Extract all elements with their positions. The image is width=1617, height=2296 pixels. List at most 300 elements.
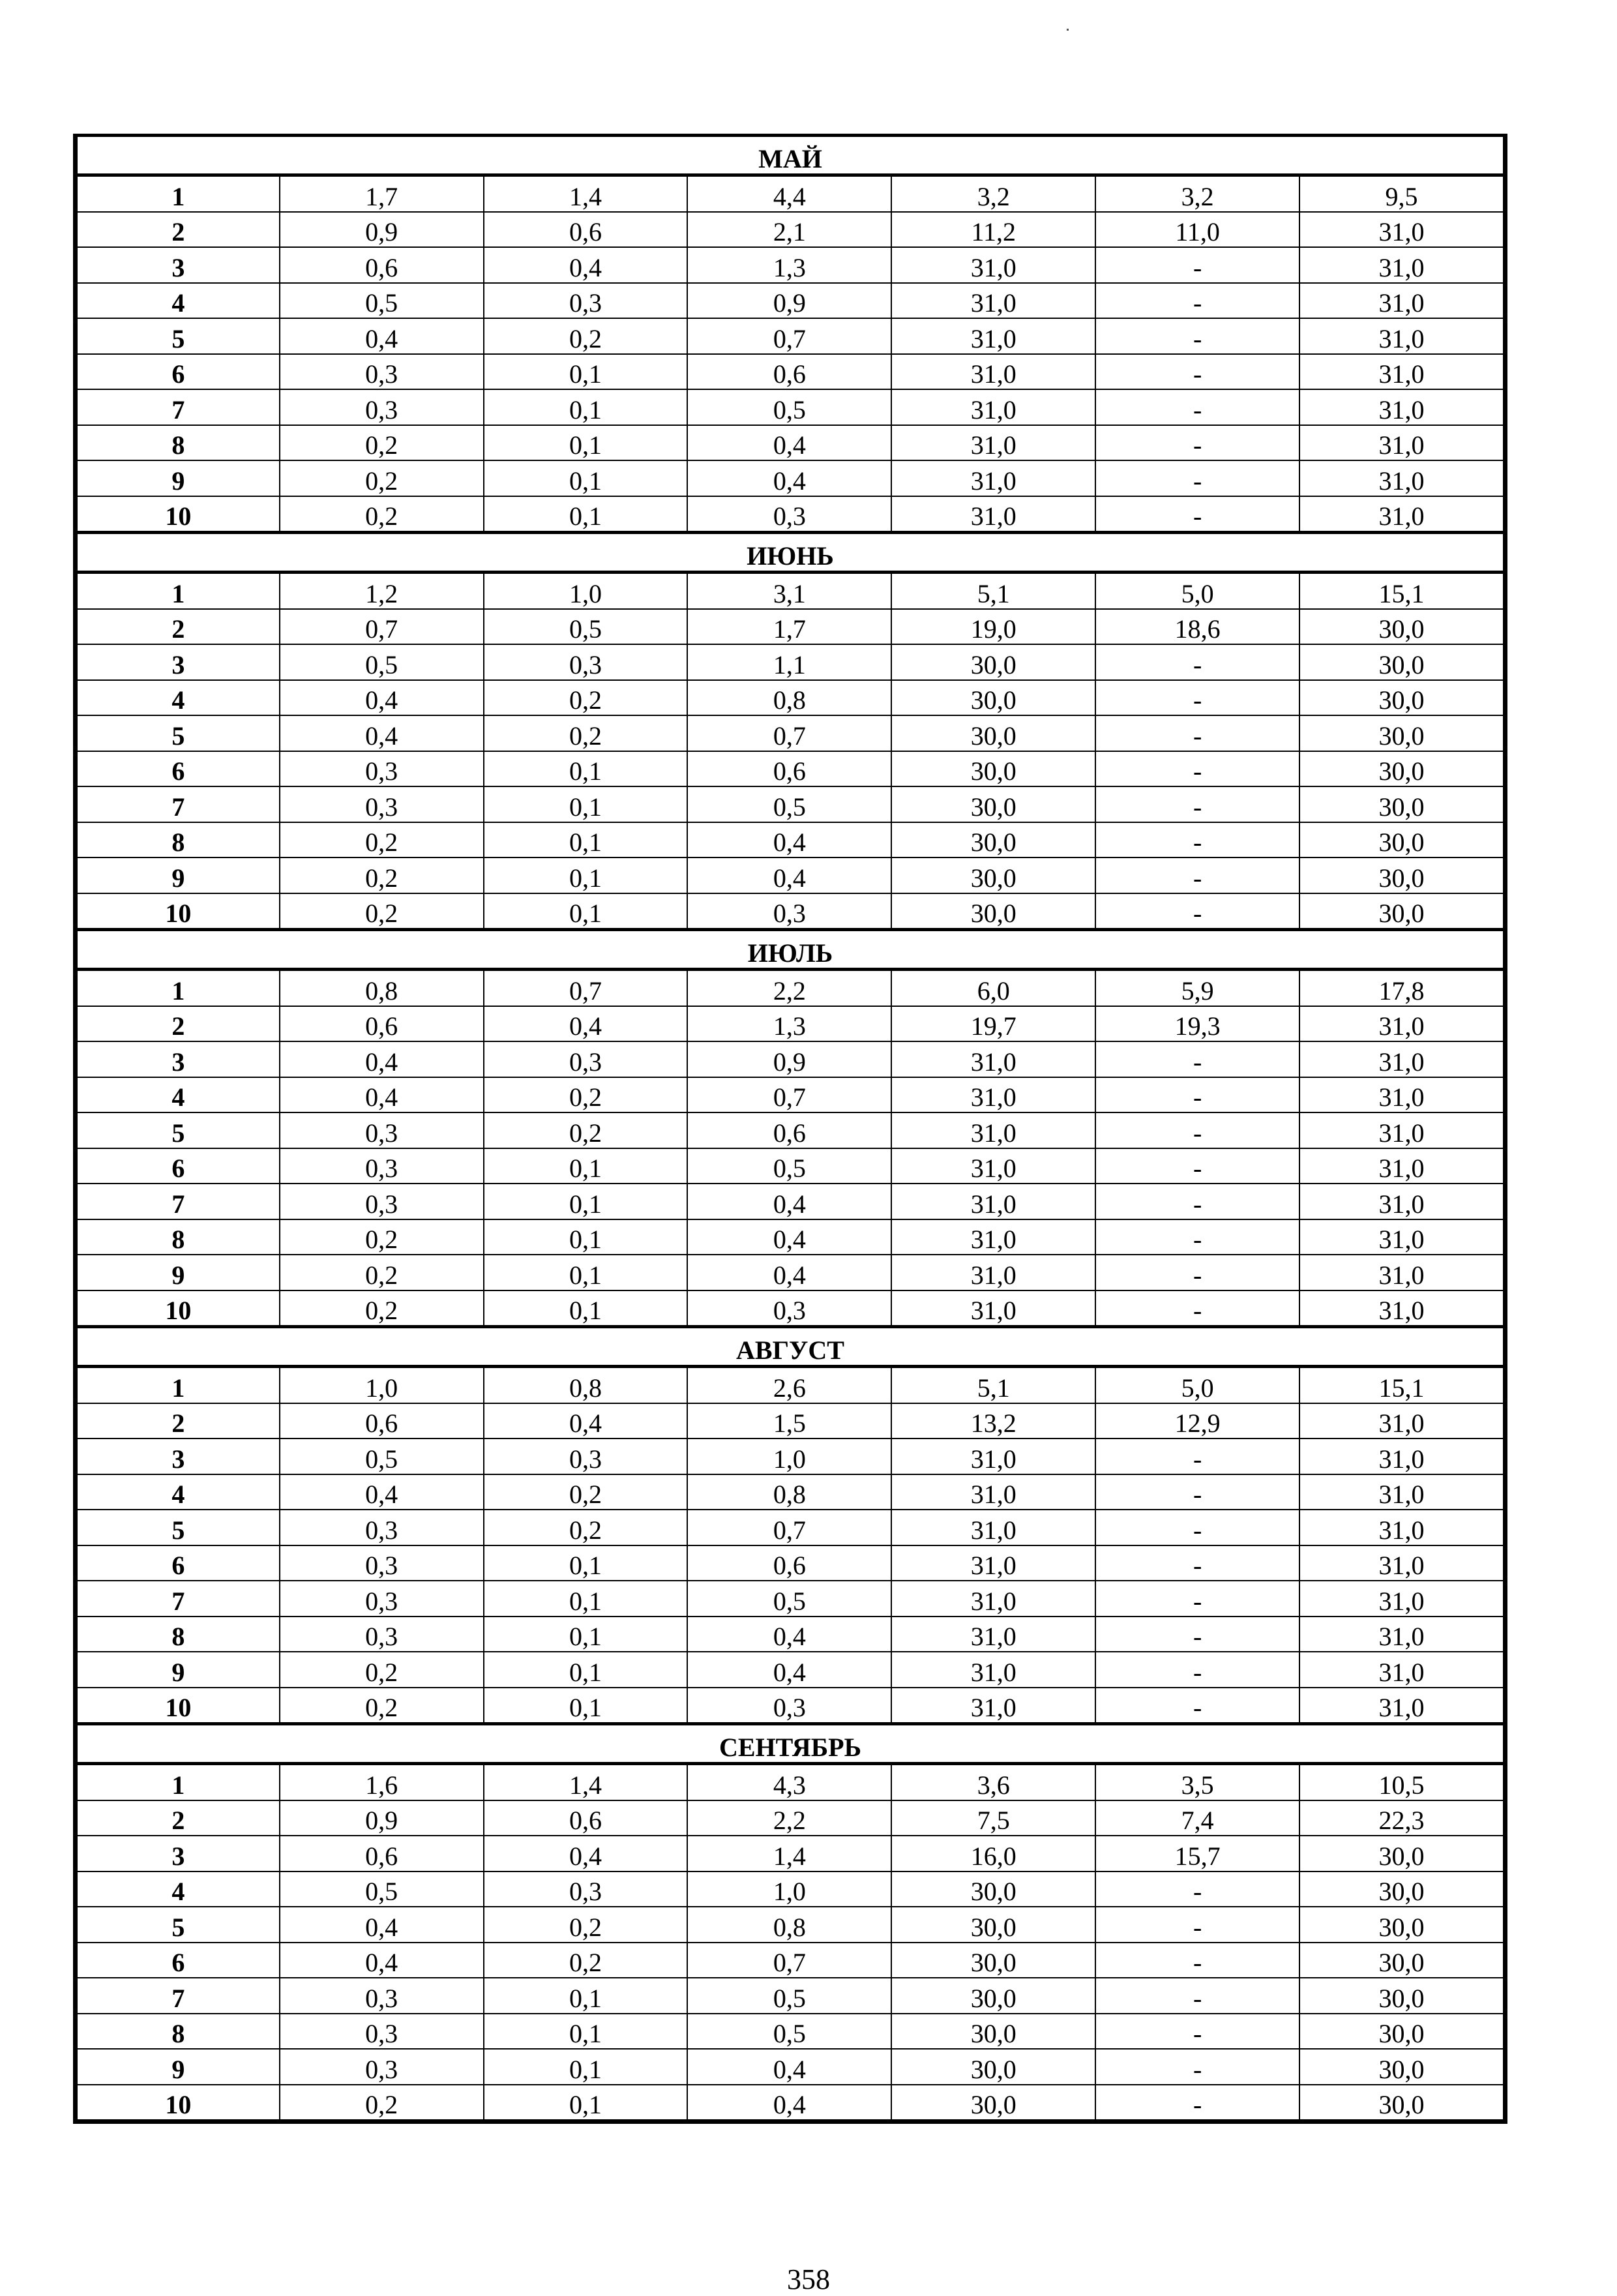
value-cell: 0,1 bbox=[484, 893, 688, 930]
value-cell: 0,4 bbox=[280, 1077, 484, 1113]
row-index-cell: 3 bbox=[77, 1439, 280, 1474]
value-cell: 0,2 bbox=[280, 1290, 484, 1327]
value-cell: 0,2 bbox=[280, 857, 484, 893]
row-index-cell: 6 bbox=[77, 751, 280, 787]
value-cell: 31,0 bbox=[891, 283, 1095, 319]
row-index-cell: 8 bbox=[77, 2014, 280, 2050]
value-cell: 31,0 bbox=[1299, 460, 1504, 496]
value-cell: 30,0 bbox=[1299, 1943, 1504, 1978]
value-cell: 10,5 bbox=[1299, 1764, 1504, 1800]
value-cell: 4,3 bbox=[687, 1764, 891, 1800]
value-cell: 0,2 bbox=[280, 893, 484, 930]
value-cell: 31,0 bbox=[1299, 1652, 1504, 1688]
value-cell: 30,0 bbox=[1299, 786, 1504, 822]
value-cell: 0,8 bbox=[484, 1367, 688, 1403]
value-cell: 0,1 bbox=[484, 354, 688, 390]
value-cell: - bbox=[1095, 1255, 1299, 1290]
value-cell: 0,4 bbox=[687, 1255, 891, 1290]
table-row bbox=[77, 1006, 1504, 1042]
value-cell: 30,0 bbox=[891, 2049, 1095, 2085]
value-cell: 31,0 bbox=[1299, 1474, 1504, 1510]
value-cell: - bbox=[1095, 715, 1299, 751]
value-cell: 0,8 bbox=[687, 1907, 891, 1943]
value-cell: 0,7 bbox=[687, 318, 891, 354]
value-cell: 0,4 bbox=[280, 318, 484, 354]
value-cell: 30,0 bbox=[891, 2085, 1095, 2121]
value-cell: 0,2 bbox=[484, 1510, 688, 1545]
row-index-cell: 2 bbox=[77, 1800, 280, 1836]
value-cell: 1,0 bbox=[484, 573, 688, 609]
row-index-cell: 8 bbox=[77, 1617, 280, 1652]
value-cell: 0,2 bbox=[484, 1907, 688, 1943]
value-cell: 31,0 bbox=[891, 1255, 1095, 1290]
month-title: ИЮЛЬ bbox=[77, 930, 1504, 970]
value-cell: 0,4 bbox=[687, 425, 891, 461]
value-cell: 0,7 bbox=[687, 1510, 891, 1545]
value-cell: 4,4 bbox=[687, 175, 891, 212]
value-cell: 31,0 bbox=[891, 425, 1095, 461]
value-cell: 30,0 bbox=[1299, 1836, 1504, 1871]
value-cell: 0,4 bbox=[687, 822, 891, 858]
value-cell: 30,0 bbox=[1299, 857, 1504, 893]
value-cell: 30,0 bbox=[891, 2014, 1095, 2050]
value-cell: 30,0 bbox=[1299, 1871, 1504, 1907]
row-index-cell: 7 bbox=[77, 1978, 280, 2014]
page-number: 358 bbox=[787, 2263, 830, 2295]
value-cell: 31,0 bbox=[1299, 354, 1504, 390]
value-cell: 1,0 bbox=[687, 1871, 891, 1907]
value-cell: - bbox=[1095, 1148, 1299, 1184]
value-cell: 30,0 bbox=[891, 1871, 1095, 1907]
value-cell: 0,1 bbox=[484, 1148, 688, 1184]
value-cell: 30,0 bbox=[1299, 680, 1504, 716]
table-body bbox=[77, 137, 1504, 2120]
value-cell: 31,0 bbox=[1299, 283, 1504, 319]
value-cell: 0,8 bbox=[687, 1474, 891, 1510]
value-cell: 1,6 bbox=[280, 1764, 484, 1800]
value-cell: 0,4 bbox=[484, 247, 688, 283]
row-index-cell: 3 bbox=[77, 1041, 280, 1077]
value-cell: 0,2 bbox=[484, 680, 688, 716]
value-cell: 30,0 bbox=[891, 715, 1095, 751]
value-cell: 0,6 bbox=[687, 354, 891, 390]
value-cell: 30,0 bbox=[1299, 1907, 1504, 1943]
table-row bbox=[77, 283, 1504, 319]
value-cell: 0,1 bbox=[484, 751, 688, 787]
value-cell: 0,9 bbox=[687, 1041, 891, 1077]
row-index-cell: 6 bbox=[77, 1148, 280, 1184]
value-cell: 15,1 bbox=[1299, 573, 1504, 609]
value-cell: - bbox=[1095, 1290, 1299, 1327]
value-cell: 0,7 bbox=[687, 715, 891, 751]
value-cell: 3,1 bbox=[687, 573, 891, 609]
table-row bbox=[77, 1836, 1504, 1871]
value-cell: 0,2 bbox=[484, 1474, 688, 1510]
value-cell: 30,0 bbox=[1299, 893, 1504, 930]
value-cell: 0,1 bbox=[484, 857, 688, 893]
value-cell: 2,2 bbox=[687, 970, 891, 1006]
table-row bbox=[77, 1581, 1504, 1617]
value-cell: 31,0 bbox=[891, 1510, 1095, 1545]
table-row bbox=[77, 857, 1504, 893]
table-row bbox=[77, 644, 1504, 680]
value-cell: 0,4 bbox=[687, 1617, 891, 1652]
value-cell: 0,3 bbox=[484, 1439, 688, 1474]
value-cell: 9,5 bbox=[1299, 175, 1504, 212]
value-cell: - bbox=[1095, 1510, 1299, 1545]
value-cell: 0,9 bbox=[280, 212, 484, 248]
value-cell: 31,0 bbox=[891, 1290, 1095, 1327]
row-index-cell: 6 bbox=[77, 1545, 280, 1581]
value-cell: 30,0 bbox=[1299, 2014, 1504, 2050]
value-cell: - bbox=[1095, 247, 1299, 283]
value-cell: 0,2 bbox=[280, 425, 484, 461]
value-cell: 0,4 bbox=[280, 680, 484, 716]
value-cell: 11,0 bbox=[1095, 212, 1299, 248]
value-cell: 31,0 bbox=[1299, 1403, 1504, 1439]
value-cell: 1,5 bbox=[687, 1403, 891, 1439]
row-index-cell: 4 bbox=[77, 1474, 280, 1510]
value-cell: 0,3 bbox=[484, 1871, 688, 1907]
value-cell: - bbox=[1095, 1581, 1299, 1617]
row-index-cell: 5 bbox=[77, 318, 280, 354]
value-cell: 31,0 bbox=[891, 1148, 1095, 1184]
value-cell: 30,0 bbox=[891, 857, 1095, 893]
value-cell: 0,5 bbox=[484, 609, 688, 645]
value-cell: 2,2 bbox=[687, 1800, 891, 1836]
month-title: СЕНТЯБРЬ bbox=[77, 1724, 1504, 1764]
value-cell: 0,9 bbox=[280, 1800, 484, 1836]
value-cell: 0,2 bbox=[484, 1112, 688, 1148]
value-cell: 0,6 bbox=[687, 751, 891, 787]
value-cell: 5,1 bbox=[891, 573, 1095, 609]
value-cell: 0,2 bbox=[280, 1219, 484, 1255]
table-row bbox=[77, 1112, 1504, 1148]
value-cell: 31,0 bbox=[1299, 1112, 1504, 1148]
table-row bbox=[77, 1764, 1504, 1800]
value-cell: 19,7 bbox=[891, 1006, 1095, 1042]
value-cell: 0,7 bbox=[687, 1943, 891, 1978]
row-index-cell: 4 bbox=[77, 1871, 280, 1907]
value-cell: 31,0 bbox=[891, 1077, 1095, 1113]
month-title: МАЙ bbox=[77, 137, 1504, 175]
value-cell: - bbox=[1095, 1077, 1299, 1113]
value-cell: 31,0 bbox=[1299, 1688, 1504, 1724]
table-row bbox=[77, 1907, 1504, 1943]
value-cell: - bbox=[1095, 786, 1299, 822]
value-cell: 31,0 bbox=[1299, 425, 1504, 461]
table-row bbox=[77, 715, 1504, 751]
table-row bbox=[77, 212, 1504, 248]
value-cell: 1,2 bbox=[280, 573, 484, 609]
row-index-cell: 8 bbox=[77, 822, 280, 858]
value-cell: 30,0 bbox=[891, 680, 1095, 716]
table-row bbox=[77, 318, 1504, 354]
row-index-cell: 7 bbox=[77, 1184, 280, 1219]
value-cell: 0,8 bbox=[280, 970, 484, 1006]
table-row bbox=[77, 1545, 1504, 1581]
value-cell: 3,6 bbox=[891, 1764, 1095, 1800]
row-index-cell: 9 bbox=[77, 1255, 280, 1290]
row-index-cell: 9 bbox=[77, 460, 280, 496]
value-cell: 0,6 bbox=[280, 1006, 484, 1042]
row-index-cell: 10 bbox=[77, 2085, 280, 2121]
value-cell: 0,7 bbox=[280, 609, 484, 645]
value-cell: 31,0 bbox=[1299, 1006, 1504, 1042]
value-cell: 0,4 bbox=[484, 1836, 688, 1871]
row-index-cell: 1 bbox=[77, 970, 280, 1006]
table-row bbox=[77, 1617, 1504, 1652]
value-cell: 31,0 bbox=[891, 247, 1095, 283]
value-cell: 1,4 bbox=[484, 175, 688, 212]
value-cell: 0,2 bbox=[484, 715, 688, 751]
value-cell: 1,7 bbox=[280, 175, 484, 212]
value-cell: - bbox=[1095, 857, 1299, 893]
value-cell: - bbox=[1095, 822, 1299, 858]
value-cell: 5,0 bbox=[1095, 573, 1299, 609]
value-cell: - bbox=[1095, 283, 1299, 319]
row-index-cell: 7 bbox=[77, 1581, 280, 1617]
value-cell: - bbox=[1095, 496, 1299, 533]
value-cell: 31,0 bbox=[1299, 247, 1504, 283]
value-cell: 31,0 bbox=[1299, 496, 1504, 533]
table-row bbox=[77, 2014, 1504, 2050]
value-cell: 0,3 bbox=[280, 1581, 484, 1617]
row-index-cell: 10 bbox=[77, 496, 280, 533]
table-row bbox=[77, 460, 1504, 496]
value-cell: 0,3 bbox=[484, 283, 688, 319]
value-cell: - bbox=[1095, 1219, 1299, 1255]
value-cell: 0,5 bbox=[687, 1581, 891, 1617]
value-cell: 0,1 bbox=[484, 2014, 688, 2050]
value-cell: 30,0 bbox=[1299, 751, 1504, 787]
value-cell: - bbox=[1095, 1112, 1299, 1148]
value-cell: 0,3 bbox=[687, 1290, 891, 1327]
value-cell: 0,1 bbox=[484, 822, 688, 858]
value-cell: 31,0 bbox=[1299, 1255, 1504, 1290]
value-cell: 31,0 bbox=[1299, 389, 1504, 425]
value-cell: 0,3 bbox=[280, 751, 484, 787]
row-index-cell: 5 bbox=[77, 715, 280, 751]
value-cell: 0,3 bbox=[280, 1545, 484, 1581]
value-cell: 1,4 bbox=[687, 1836, 891, 1871]
table-row bbox=[77, 573, 1504, 609]
row-index-cell: 7 bbox=[77, 389, 280, 425]
table-row bbox=[77, 1290, 1504, 1327]
value-cell: 30,0 bbox=[1299, 2049, 1504, 2085]
value-cell: - bbox=[1095, 2049, 1299, 2085]
table-row bbox=[77, 970, 1504, 1006]
row-index-cell: 9 bbox=[77, 2049, 280, 2085]
row-index-cell: 1 bbox=[77, 1367, 280, 1403]
table-row bbox=[77, 822, 1504, 858]
value-cell: 0,4 bbox=[280, 715, 484, 751]
table-row bbox=[77, 1219, 1504, 1255]
row-index-cell: 7 bbox=[77, 786, 280, 822]
row-index-cell: 4 bbox=[77, 1077, 280, 1113]
table-row bbox=[77, 1255, 1504, 1290]
value-cell: 0,7 bbox=[484, 970, 688, 1006]
value-cell: 3,2 bbox=[1095, 175, 1299, 212]
row-index-cell: 5 bbox=[77, 1510, 280, 1545]
row-index-cell: 8 bbox=[77, 425, 280, 461]
value-cell: 0,3 bbox=[280, 1148, 484, 1184]
value-cell: 0,1 bbox=[484, 1290, 688, 1327]
table-row bbox=[77, 786, 1504, 822]
value-cell: 7,5 bbox=[891, 1800, 1095, 1836]
value-cell: 2,6 bbox=[687, 1367, 891, 1403]
value-cell: 0,4 bbox=[280, 1943, 484, 1978]
value-cell: 0,2 bbox=[280, 1688, 484, 1724]
value-cell: 0,4 bbox=[687, 460, 891, 496]
value-cell: 0,1 bbox=[484, 1255, 688, 1290]
value-cell: 0,1 bbox=[484, 1545, 688, 1581]
row-index-cell: 1 bbox=[77, 1764, 280, 1800]
value-cell: 31,0 bbox=[891, 1688, 1095, 1724]
table-row bbox=[77, 247, 1504, 283]
value-cell: 0,3 bbox=[280, 2014, 484, 2050]
table-row bbox=[77, 893, 1504, 930]
value-cell: 0,1 bbox=[484, 460, 688, 496]
month-header-row bbox=[77, 1724, 1504, 1764]
value-cell: 31,0 bbox=[891, 496, 1095, 533]
value-cell: 30,0 bbox=[891, 822, 1095, 858]
value-cell: - bbox=[1095, 644, 1299, 680]
row-index-cell: 10 bbox=[77, 1290, 280, 1327]
row-index-cell: 9 bbox=[77, 857, 280, 893]
value-cell: 16,0 bbox=[891, 1836, 1095, 1871]
value-cell: 0,1 bbox=[484, 1219, 688, 1255]
value-cell: 0,1 bbox=[484, 1617, 688, 1652]
value-cell: 0,3 bbox=[280, 1617, 484, 1652]
table-row bbox=[77, 1688, 1504, 1724]
table-row bbox=[77, 2085, 1504, 2121]
value-cell: 0,3 bbox=[280, 1978, 484, 2014]
table-row bbox=[77, 1510, 1504, 1545]
value-cell: 5,9 bbox=[1095, 970, 1299, 1006]
value-cell: - bbox=[1095, 1871, 1299, 1907]
value-cell: 0,1 bbox=[484, 786, 688, 822]
value-cell: 11,2 bbox=[891, 212, 1095, 248]
value-cell: 31,0 bbox=[1299, 318, 1504, 354]
row-index-cell: 4 bbox=[77, 283, 280, 319]
value-cell: 31,0 bbox=[891, 318, 1095, 354]
value-cell: 0,6 bbox=[280, 1403, 484, 1439]
table-row bbox=[77, 1367, 1504, 1403]
row-index-cell: 4 bbox=[77, 680, 280, 716]
value-cell: 0,5 bbox=[687, 786, 891, 822]
value-cell: 31,0 bbox=[1299, 1439, 1504, 1474]
monthly-data-table bbox=[73, 134, 1507, 2124]
value-cell: - bbox=[1095, 1652, 1299, 1688]
table-row bbox=[77, 1148, 1504, 1184]
value-cell: 0,1 bbox=[484, 1581, 688, 1617]
value-cell: 31,0 bbox=[891, 1041, 1095, 1077]
table-row bbox=[77, 1077, 1504, 1113]
value-cell: 0,5 bbox=[280, 1871, 484, 1907]
value-cell: 0,3 bbox=[687, 893, 891, 930]
value-cell: 31,0 bbox=[891, 1617, 1095, 1652]
value-cell: - bbox=[1095, 1907, 1299, 1943]
row-index-cell: 10 bbox=[77, 1688, 280, 1724]
value-cell: 30,0 bbox=[891, 1978, 1095, 2014]
value-cell: 0,5 bbox=[687, 1978, 891, 2014]
value-cell: - bbox=[1095, 425, 1299, 461]
value-cell: 0,4 bbox=[687, 1219, 891, 1255]
value-cell: 22,3 bbox=[1299, 1800, 1504, 1836]
value-cell: 0,2 bbox=[280, 2085, 484, 2121]
value-cell: 31,0 bbox=[891, 389, 1095, 425]
value-cell: 31,0 bbox=[891, 1474, 1095, 1510]
table-row bbox=[77, 1978, 1504, 2014]
value-cell: - bbox=[1095, 1041, 1299, 1077]
value-cell: 18,6 bbox=[1095, 609, 1299, 645]
row-index-cell: 3 bbox=[77, 644, 280, 680]
value-cell: 19,3 bbox=[1095, 1006, 1299, 1042]
value-cell: 0,2 bbox=[484, 1943, 688, 1978]
value-cell: 0,6 bbox=[484, 1800, 688, 1836]
value-cell: 3,2 bbox=[891, 175, 1095, 212]
value-cell: 19,0 bbox=[891, 609, 1095, 645]
row-index-cell: 9 bbox=[77, 1652, 280, 1688]
value-cell: 0,2 bbox=[484, 318, 688, 354]
value-cell: 5,1 bbox=[891, 1367, 1095, 1403]
value-cell: 0,5 bbox=[280, 1439, 484, 1474]
value-cell: 0,4 bbox=[687, 1184, 891, 1219]
table-row bbox=[77, 1652, 1504, 1688]
value-cell: 5,0 bbox=[1095, 1367, 1299, 1403]
value-cell: - bbox=[1095, 1545, 1299, 1581]
value-cell: 0,3 bbox=[280, 1112, 484, 1148]
value-cell: 30,0 bbox=[1299, 2085, 1504, 2121]
value-cell: - bbox=[1095, 318, 1299, 354]
value-cell: 31,0 bbox=[1299, 212, 1504, 248]
value-cell: 12,9 bbox=[1095, 1403, 1299, 1439]
value-cell: 15,7 bbox=[1095, 1836, 1299, 1871]
value-cell: 31,0 bbox=[891, 1545, 1095, 1581]
value-cell: 0,3 bbox=[687, 496, 891, 533]
value-cell: 30,0 bbox=[891, 786, 1095, 822]
value-cell: 30,0 bbox=[891, 644, 1095, 680]
value-cell: 30,0 bbox=[891, 1943, 1095, 1978]
value-cell: 1,3 bbox=[687, 1006, 891, 1042]
value-cell: 31,0 bbox=[891, 1652, 1095, 1688]
value-cell: 0,2 bbox=[280, 460, 484, 496]
value-cell: 0,1 bbox=[484, 1688, 688, 1724]
row-index-cell: 10 bbox=[77, 893, 280, 930]
value-cell: 13,2 bbox=[891, 1403, 1095, 1439]
value-cell: 0,3 bbox=[687, 1688, 891, 1724]
value-cell: 7,4 bbox=[1095, 1800, 1299, 1836]
value-cell: - bbox=[1095, 1617, 1299, 1652]
value-cell: 0,1 bbox=[484, 1652, 688, 1688]
value-cell: 0,1 bbox=[484, 389, 688, 425]
value-cell: - bbox=[1095, 1184, 1299, 1219]
value-cell: 31,0 bbox=[891, 1219, 1095, 1255]
value-cell: 0,3 bbox=[280, 1510, 484, 1545]
month-header-row bbox=[77, 930, 1504, 970]
table-row bbox=[77, 425, 1504, 461]
row-index-cell: 5 bbox=[77, 1907, 280, 1943]
value-cell: 0,3 bbox=[280, 389, 484, 425]
value-cell: 0,6 bbox=[280, 1836, 484, 1871]
value-cell: 0,4 bbox=[687, 2049, 891, 2085]
table-row bbox=[77, 2049, 1504, 2085]
value-cell: - bbox=[1095, 751, 1299, 787]
row-index-cell: 2 bbox=[77, 1006, 280, 1042]
row-index-cell: 5 bbox=[77, 1112, 280, 1148]
row-index-cell: 1 bbox=[77, 175, 280, 212]
